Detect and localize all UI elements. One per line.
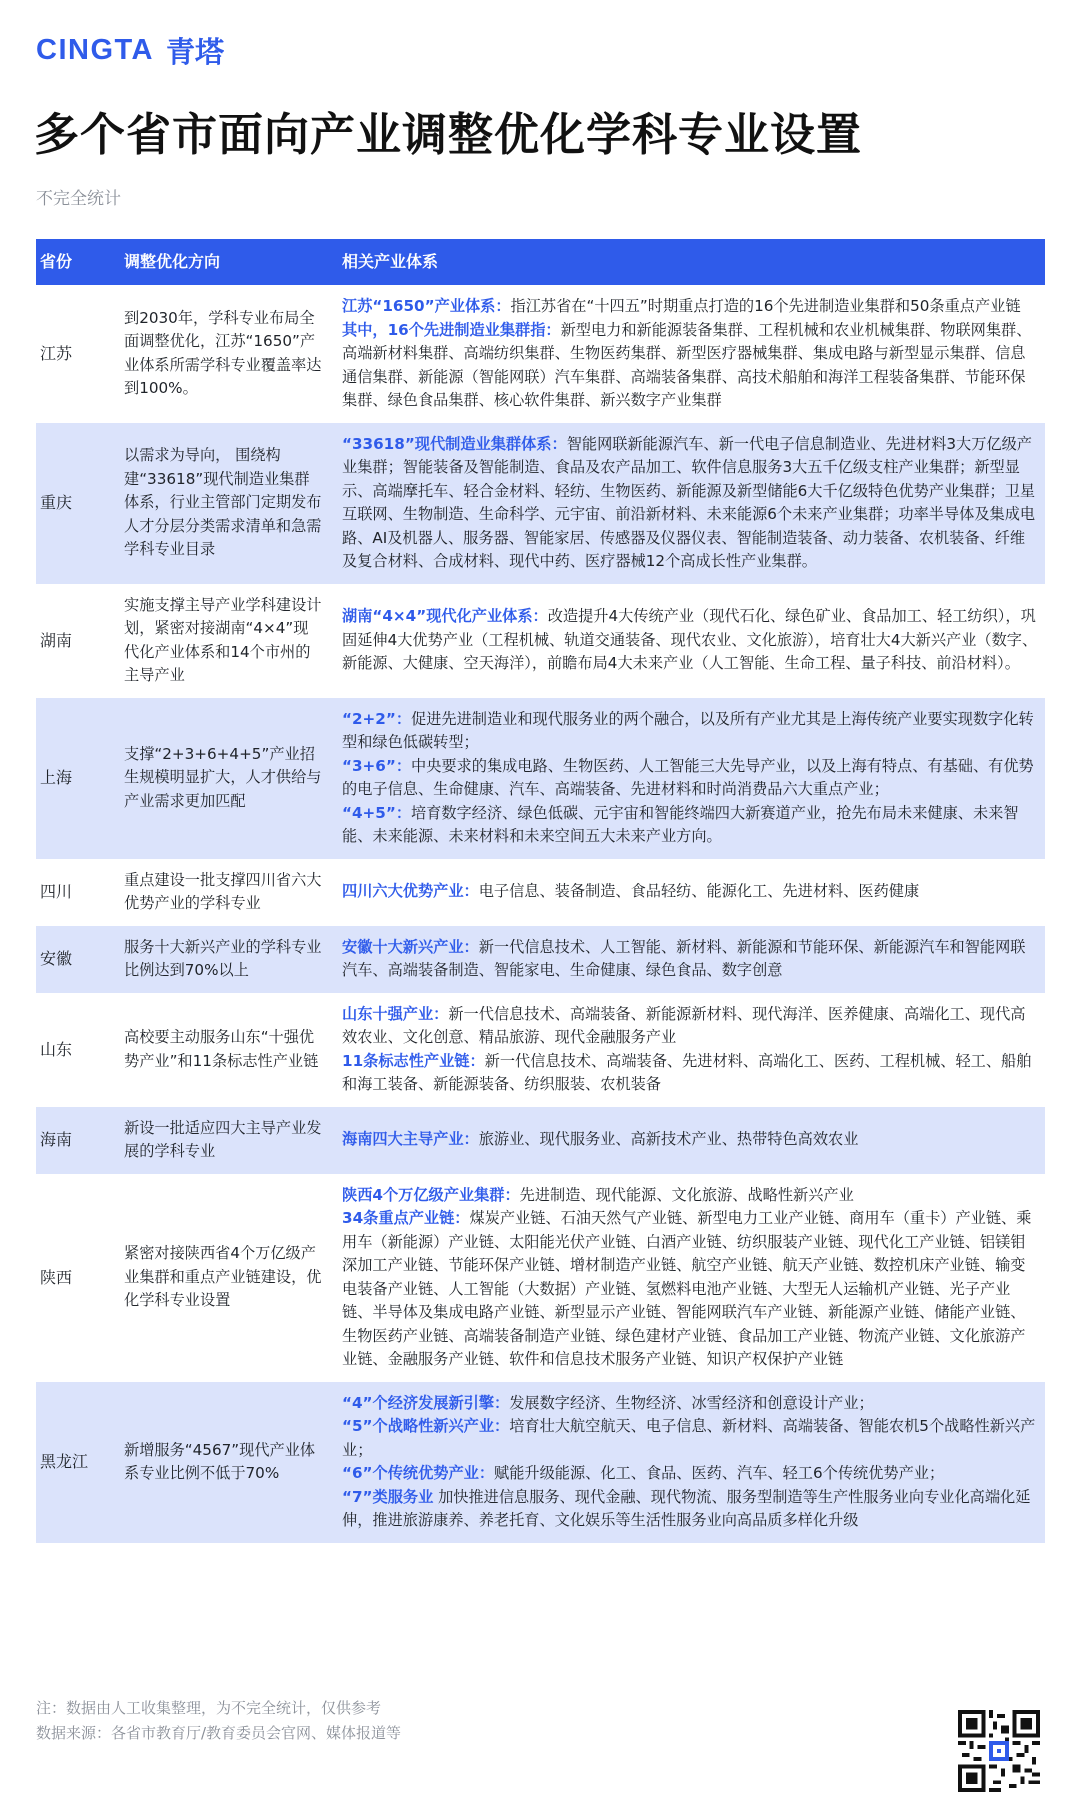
industry-text: 旅游业、现代服务业、高新技术产业、热带特色高效农业: [478, 1130, 859, 1149]
industry-text: 新一代信息技术、高端装备、先进材料、高端化工、医药、工程机械、轻工、船舶和海工装备、新能源装备、纺织服装、农机装备: [342, 1051, 1032, 1093]
footer-note: 注：数据由人工收集整理，为不完全统计，仅供参考: [36, 1699, 382, 1717]
table-row: [36, 926, 1045, 993]
brand-latin: CINGTA: [36, 34, 155, 66]
province-cell: 黑龙江: [36, 1382, 124, 1543]
column-header-province: 省份: [36, 239, 124, 285]
industry-paragraph: [342, 1003, 1039, 1050]
industry-heading: 湖南“4×4”现代化产业体系：: [342, 607, 548, 626]
table-row: [36, 1174, 1045, 1382]
industry-text: 发展数字经济、生物经济、冰雪经济和创意设计产业；: [509, 1393, 874, 1412]
industry-heading: “2+2”：: [342, 709, 412, 728]
industry-paragraph: [342, 1050, 1039, 1097]
table-row: [36, 1107, 1045, 1174]
industry-paragraph: [342, 880, 1039, 904]
table-row: [36, 993, 1045, 1107]
direction-cell: 新增服务“4567”现代产业体系专业比例不低于70%: [124, 1382, 342, 1543]
industry-table: [36, 239, 1045, 1543]
industry-paragraph: [342, 433, 1039, 574]
industry-cell: [342, 584, 1045, 698]
industry-text: 新型电力和新能源装备集群、工程机械和农业机械集群、物联网集群、高端新材料集群、高端纺织集群、生物医药集群、新型医疗器械集群、集成电路与新型显示集群、信息通信集群、新能源（智能网联）汽车集群、高端装备集群、高技术船舶和海洋工程装备集群、节能环保集群、绿色食品集群、核心软件集群、新兴数字产业集群: [342, 320, 1032, 409]
direction-cell: 实施支撑主导产业学科建设计划，紧密对接湖南“4×4”现代化产业体系和14个市州的主导产业: [124, 595, 322, 684]
table-header-row: [36, 239, 1045, 285]
province-cell: 湖南: [40, 630, 73, 650]
direction-cell: 服务十大新兴产业的学科专业比例达到70%以上: [124, 926, 342, 993]
industry-heading: “3+6”：: [342, 756, 412, 775]
industry-text: 先进制造、现代能源、文化旅游、战略性新兴产业: [519, 1185, 854, 1204]
industry-paragraph: [342, 708, 1039, 755]
industry-text: 促进先进制造业和现代服务业的两个融合，以及所有产业尤其是上海传统产业要实现数字化转型和绿色低碳转型；: [342, 709, 1034, 751]
table-row: [36, 285, 1045, 423]
industry-paragraph: [342, 936, 1039, 983]
industry-cell: [342, 1107, 1045, 1174]
industry-paragraph: [342, 1184, 1039, 1208]
footer: [36, 1696, 401, 1746]
brand-cn: 青塔: [166, 35, 225, 69]
industry-cell: [342, 859, 1045, 926]
industry-heading: 江苏“1650”产业体系：: [342, 297, 511, 315]
industry-heading: 安徽十大新兴产业：: [342, 937, 479, 956]
industry-paragraph: [342, 605, 1039, 676]
industry-paragraph: [342, 319, 1039, 413]
industry-paragraph: [342, 1462, 1039, 1486]
table-row: [36, 423, 1045, 584]
table-row: [36, 1382, 1045, 1543]
direction-cell: 到2030年，学科专业布局全面调整优化，江苏“1650”产业体系所需学科专业覆盖率达到100%。: [124, 308, 322, 398]
page-title: 多个省市面向产业调整优化学科专业设置: [34, 108, 863, 161]
industry-cell: [342, 423, 1045, 584]
industry-heading: “6”个传统优势产业：: [342, 1464, 495, 1482]
industry-heading: 34条重点产业链：: [342, 1209, 470, 1227]
table-row: [36, 584, 1045, 698]
industry-heading: “4”个经济发展新引擎：: [342, 1393, 510, 1412]
direction-cell: 紧密对接陕西省4个万亿级产业集群和重点产业链建设，优化学科专业设置: [124, 1244, 322, 1310]
industry-heading: 其中，16个先进制造业集群指：: [342, 320, 561, 339]
industry-heading: “33618”现代制造业集群体系：: [342, 434, 567, 453]
direction-cell: 支撑“2+3+6+4+5”产业招生规模明显扩大，人才供给与产业需求更加匹配: [124, 698, 342, 859]
industry-paragraph: [342, 755, 1039, 802]
province-cell: 山东: [40, 1039, 73, 1059]
industry-cell: [342, 926, 1045, 993]
industry-text: 培育壮大航空航天、电子信息、新材料、高端装备、智能农机5个战略性新兴产业；: [342, 1417, 1036, 1459]
direction-cell: 新设一批适应四大主导产业发展的学科专业: [124, 1107, 342, 1174]
industry-cell: [342, 1382, 1045, 1543]
province-cell: 江苏: [40, 344, 73, 363]
table-row: [36, 698, 1045, 859]
industry-paragraph: [342, 1415, 1039, 1462]
industry-text: 新一代信息技术、人工智能、新材料、新能源和节能环保、新能源汽车和智能网联汽车、高端装备制造、智能家电、生命健康、绿色食品、数字创意: [342, 937, 1026, 979]
industry-text: 指江苏省在“十四五”时期重点打造的16个先进制造业集群和50条重点产业链: [510, 297, 1021, 315]
industry-heading: “4+5”：: [342, 803, 412, 822]
industry-text: 培育数字经济、绿色低碳、元宇宙和智能终端四大新赛道产业，抢先布局未来健康、未来智能、未来能源、未来材料和未来空间五大未来产业方向。: [342, 803, 1019, 845]
industry-cell: [342, 285, 1045, 423]
industry-text: 改造提升4大传统产业（现代石化、绿色矿业、食品加工、轻工纺织），巩固延伸4大优势产业（工程机械、轨道交通装备、现代农业、文化旅游），培育壮大4大新兴产业（数字、新能源、大健康、空天海洋），前瞻布局4大未来产业（人工智能、生命工程、量子科技、前沿材料）。: [342, 607, 1038, 673]
province-cell: 四川: [40, 882, 73, 902]
province-cell: 陕西: [40, 1267, 73, 1287]
direction-cell: 以需求为导向， 围绕构建“33618”现代制造业集群体系，行业主管部门定期发布人才分层分类需求清单和急需学科专业目录: [124, 423, 342, 584]
direction-cell: 高校要主动服务山东“十强优势产业”和11条标志性产业链: [124, 1028, 319, 1070]
table-row: [36, 859, 1045, 926]
industry-text: 新一代信息技术、高端装备、新能源新材料、现代海洋、医养健康、高端化工、现代高效农业、文化创意、精品旅游、现代金融服务产业: [342, 1004, 1026, 1046]
industry-cell: [342, 993, 1045, 1107]
industry-text: 煤炭产业链、石油天然气产业链、新型电力工业产业链、商用车（重卡）产业链、乘用车（新能源）产业链、太阳能光伏产业链、白酒产业链、纺织服装产业链、现代化工产业链、铝镁钼深加工产业链、节能环保产业链、增材制造产业链、航空产业链、航天产业链、数控机床产业链、输变电装备产业链、人工智能（大数据）产业链、氢燃料电池产业链、大型无人运输机产业链、光子产业链、半导体及集成电路产业链、新型显示产业链、智能网联汽车产业链、新能源产业链、储能产业链、生物医药产业链、高端装备制造产业链、绿色建材产业链、食品加工产业链、物流产业链、文化旅游产业链、金融服务产业链、软件和信息技术服务产业链、知识产权保护产业链: [342, 1209, 1032, 1368]
province-cell: 海南: [36, 1107, 124, 1174]
industry-heading: 海南四大主导产业：: [342, 1130, 479, 1149]
industry-paragraph: [342, 1392, 1039, 1416]
industry-cell: [342, 698, 1045, 859]
footer-source: 数据来源：各省市教育厅/教育委员会官网、媒体报道等: [36, 1724, 402, 1742]
industry-text: 加快推进信息服务、现代金融、现代物流、服务型制造等生产性服务业向专业化高端化延伸，推进旅游康养、养老托育、文化娱乐等生活性服务业向高品质多样化升级: [342, 1487, 1031, 1529]
industry-heading: 11条标志性产业链：: [342, 1051, 485, 1070]
industry-cell: [342, 1174, 1045, 1382]
brand-logo: [36, 30, 224, 71]
industry-heading: “7”类服务业: [342, 1487, 434, 1506]
column-header-direction: 调整优化方向: [124, 239, 342, 285]
province-cell: 重庆: [36, 423, 124, 584]
industry-text: 赋能升级能源、化工、食品、医药、汽车、轻工6个传统优势产业；: [494, 1464, 945, 1482]
page-subtitle: 不完全统计: [36, 189, 121, 209]
industry-text: 中央要求的集成电路、生物医药、人工智能三大先导产业，以及上海有特点、有基础、有优势的电子信息、生命健康、汽车、高端装备、先进材料和时尚消费品六大重点产业；: [342, 756, 1034, 798]
industry-heading: 四川六大优势产业：: [342, 882, 479, 901]
province-cell: 上海: [36, 698, 124, 859]
industry-text: 电子信息、装备制造、食品轻纺、能源化工、先进材料、医药健康: [478, 882, 920, 901]
industry-heading: 陕西4个万亿级产业集群：: [342, 1185, 520, 1204]
industry-paragraph: [342, 1128, 1039, 1152]
industry-paragraph: [342, 1486, 1039, 1533]
column-header-industry: 相关产业体系: [342, 239, 1045, 285]
industry-heading: “5”个战略性新兴产业：: [342, 1417, 510, 1435]
province-cell: 安徽: [36, 926, 124, 993]
industry-paragraph: [342, 1207, 1039, 1372]
qr-code-icon: [958, 1710, 1040, 1792]
industry-paragraph: [342, 802, 1039, 849]
industry-text: 智能网联新能源汽车、新一代电子信息制造业、先进材料3大万亿级产业集群；智能装备及智能制造、食品及农产品加工、软件信息服务3大五千亿级支柱产业集群；新型显示、高端摩托车、轻合金材料、轻纺、生物医药、新能源及新型储能6大千亿级特色优势产业集群；卫星互联网、生物制造、生命科学、元宇宙、前沿新材料、未来能源6个未来产业集群；功率半导体及集成电路、AI及机器人、服务器、智能家居、传感器及仪器仪表、智能制造装备、动力装备、农机装备、纤维及复合材料、合成材料、现代中药、医疗器械12个高成长性产业集群。: [342, 434, 1036, 570]
industry-paragraph: [342, 295, 1039, 319]
direction-cell: 重点建设一批支撑四川省六大优势产业的学科专业: [124, 870, 322, 912]
table-body: [36, 285, 1045, 1543]
industry-heading: 山东十强产业：: [342, 1004, 449, 1023]
